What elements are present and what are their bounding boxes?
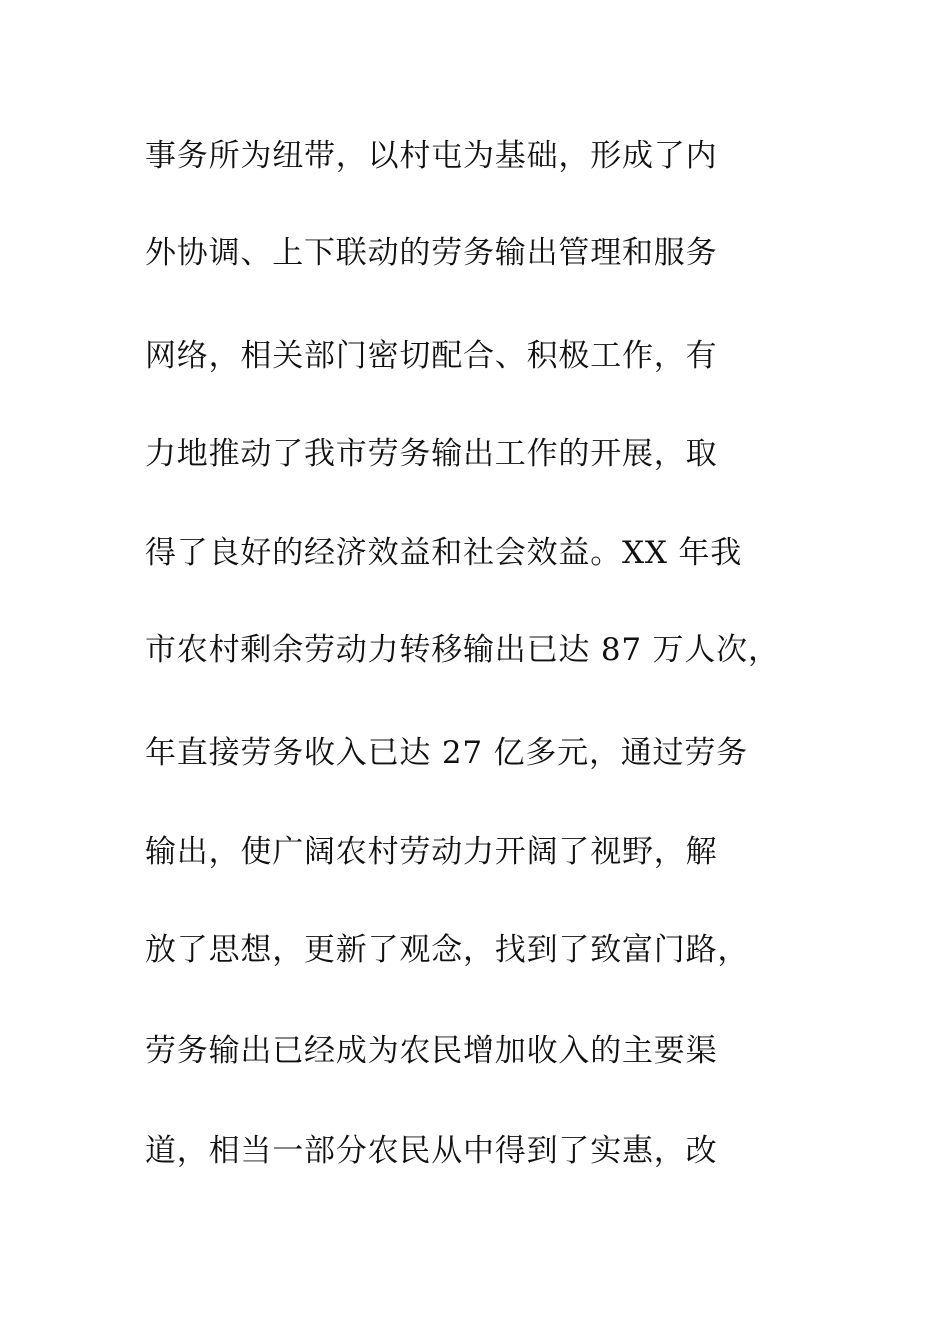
paragraph-line: 市农村剩余劳动力转移输出已达 87 万人次， [145,632,780,668]
paragraph-line: 事务所为纽带，以村屯为基础，形成了内 [145,138,718,174]
paragraph-line: 得了良好的经济效益和社会效益。XX 年我 [145,535,742,571]
paragraph-line: 年直接劳务收入已达 27 亿多元，通过劳务 [145,735,748,771]
paragraph-line: 网络，相关部门密切配合、积极工作，有 [145,338,718,374]
paragraph-line: 劳务输出已经成为农民增加收入的主要渠 [145,1033,718,1069]
paragraph-line: 力地推动了我市劳务输出工作的开展，取 [145,436,718,472]
paragraph-line: 输出，使广阔农村劳动力开阔了视野，解 [145,834,718,870]
paragraph-line: 放了思想，更新了观念，找到了致富门路， [145,932,750,968]
paragraph-line: 道，相当一部分农民从中得到了实惠，改 [145,1133,718,1169]
paragraph-line: 外协调、上下联动的劳务输出管理和服务 [145,235,718,271]
